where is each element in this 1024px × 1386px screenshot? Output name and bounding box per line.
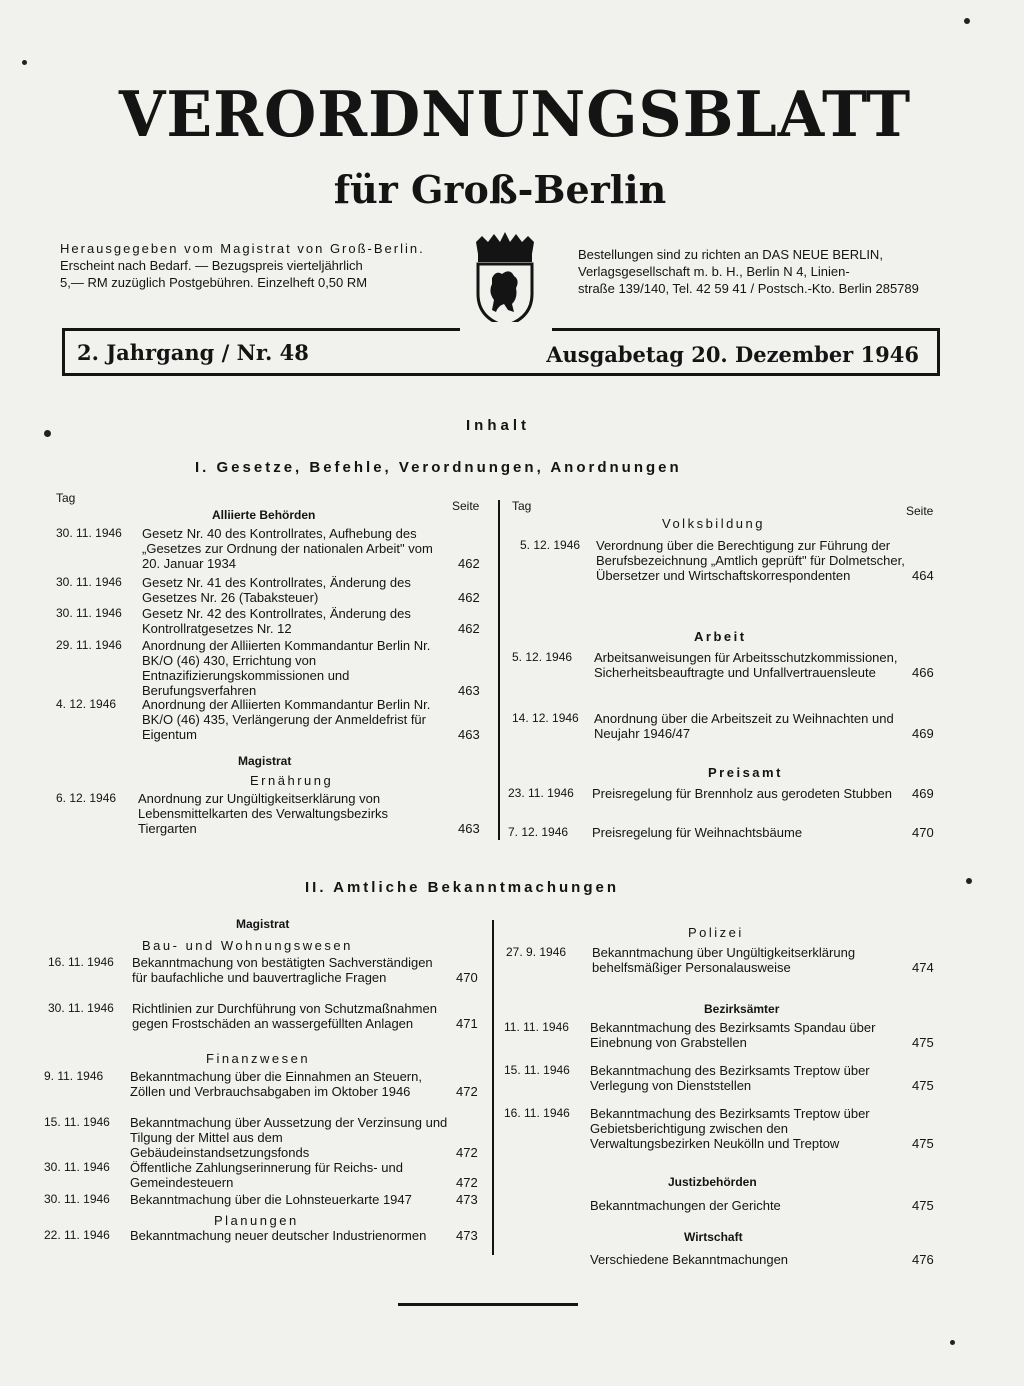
entry-date: 29. 11. 1946: [56, 638, 122, 652]
entry-page-number: 463: [458, 821, 480, 836]
entry-date: 30. 11. 1946: [56, 575, 122, 589]
footer-rule: [398, 1303, 578, 1306]
entry-date: 16. 11. 1946: [504, 1106, 570, 1120]
column-header-tag: Tag: [512, 499, 532, 513]
entry-page-number: 462: [458, 621, 480, 636]
entry-title: Bekanntmachung neuer deutscher Industrienormen: [130, 1228, 427, 1243]
entry-date: 30. 11. 1946: [44, 1160, 110, 1174]
publisher-line: Erscheint nach Bedarf. — Bezugspreis vierteljährlich: [60, 258, 363, 273]
group-heading: Magistrat: [238, 754, 292, 768]
entry-title: Preisregelung für Weihnachtsbäume: [592, 825, 803, 840]
group-heading: Wirtschaft: [684, 1230, 743, 1244]
entry-page-number: 466: [912, 665, 934, 680]
entry-date: 11. 11. 1946: [504, 1020, 569, 1034]
entry-title: Anordnung über die Arbeitszeit zu Weihnachten und Neujahr 1946/47: [594, 711, 894, 741]
group-heading: Polizei: [688, 925, 744, 940]
entry-title: Bekanntmachung des Bezirksamts Treptow über Verlegung von Dienststellen: [590, 1063, 870, 1093]
entry-page-number: 469: [912, 786, 934, 801]
entry-page-number: 469: [912, 726, 934, 741]
print-speck: [966, 878, 972, 884]
entry-title: Bekanntmachung über die Einnahmen an Steuern, Zöllen und Verbrauchsabgaben im Oktober 1946: [130, 1069, 422, 1099]
entry-page-number: 472: [456, 1175, 478, 1190]
entry-title: Bekanntmachung über Ungültigkeitserklärung behelfsmäßiger Personalausweise: [592, 945, 856, 975]
contents-heading: Inhalt: [466, 417, 530, 434]
entry-page-number: 464: [912, 568, 934, 583]
entry-date: 7. 12. 1946: [508, 825, 569, 839]
entry-page-number: 475: [912, 1078, 934, 1093]
publisher-line: 5,— RM zuzüglich Postgebühren. Einzelheft 0,50 RM: [60, 275, 368, 290]
entry-date: 30. 11. 1946: [44, 1192, 110, 1206]
section2-heading: II. Amtliche Bekanntmachungen: [305, 879, 619, 896]
entry-page-number: 475: [912, 1136, 934, 1151]
group-heading: Bezirksämter: [704, 1002, 780, 1016]
group-heading: Justizbehörden: [668, 1175, 757, 1189]
entry-date: 23. 11. 1946: [508, 786, 574, 800]
column-header-tag: Tag: [56, 491, 76, 505]
entry-date: 9. 11. 1946: [44, 1069, 104, 1083]
entry-date: 27. 9. 1946: [506, 945, 567, 959]
subgroup-heading: Planungen: [214, 1213, 299, 1228]
entry-page-number: 472: [456, 1145, 478, 1160]
entry-date: 30. 11. 1946: [56, 526, 122, 540]
entry-title: Verordnung über die Berechtigung zur Führung der Berufsbezeichnung „Amtlich geprüft" für Dolmetscher, Übersetzer und Wirtschaftskorrespondenten: [596, 538, 905, 583]
column-divider: [498, 500, 500, 840]
entry-page-number: 474: [912, 960, 934, 975]
masthead-subtitle: für Groß-Berlin: [333, 167, 667, 212]
entry-title: Gesetz Nr. 41 des Kontrollrates, Änderung des Gesetzes Nr. 26 (Tabaksteuer): [142, 575, 411, 605]
entry-title: Bekanntmachung über die Lohnsteuerkarte 1947: [130, 1192, 412, 1207]
entry-page-number: 470: [456, 970, 478, 985]
entry-page-number: 462: [458, 590, 480, 605]
print-speck: [44, 430, 51, 437]
entry-title: Öffentliche Zahlungserinnerung für Reichs- und Gemeindesteuern: [130, 1160, 403, 1190]
entry-date: 6. 12. 1946: [56, 791, 117, 805]
entry-title: Gesetz Nr. 40 des Kontrollrates, Aufhebung des „Gesetzes zur Ordnung der nationalen Arbeit" vom 20. Januar 1934: [142, 526, 433, 571]
group-heading: Preisamt: [708, 765, 783, 780]
group-heading: Magistrat: [236, 917, 290, 931]
print-speck: [950, 1340, 955, 1345]
entry-page-number: 463: [458, 683, 480, 698]
berlin-bear-crest-icon: [470, 232, 540, 328]
entry-title: Arbeitsanweisungen für Arbeitsschutzkommissionen, Sicherheitsbeauftragte und Unfallvertrauensleute: [594, 650, 898, 680]
print-speck: [22, 60, 27, 65]
entry-date: 14. 12. 1946: [512, 711, 579, 725]
entry-title: Richtlinien zur Durchführung von Schutzmaßnahmen gegen Frostschäden an wassergefüllten Anlagen: [132, 1001, 437, 1031]
entry-title: Gesetz Nr. 42 des Kontrollrates, Änderung des Kontrollratgesetzes Nr. 12: [142, 606, 411, 636]
entry-page-number: 473: [456, 1228, 478, 1243]
entry-date: 5. 12. 1946: [512, 650, 573, 664]
entry-date: 16. 11. 1946: [48, 955, 114, 969]
entry-page-number: 472: [456, 1084, 478, 1099]
section1-heading: I. Gesetze, Befehle, Verordnungen, Anordnungen: [195, 459, 682, 476]
column-divider: [492, 920, 494, 1255]
order-line: Bestellungen sind zu richten an DAS NEUE BERLIN,: [578, 247, 883, 262]
entry-date: 30. 11. 1946: [56, 606, 122, 620]
entry-page-number: 476: [912, 1252, 934, 1267]
entry-title: Bekanntmachung des Bezirksamts Spandau über Einebnung von Grabstellen: [590, 1020, 876, 1050]
subgroup-heading: Ernährung: [250, 773, 334, 788]
order-line: straße 139/140, Tel. 42 59 41 / Postsch.-Kto. Berlin 285789: [578, 281, 919, 296]
entry-title: Preisregelung für Brennholz aus gerodeten Stubben: [592, 786, 892, 801]
entry-page-number: 462: [458, 556, 480, 571]
entry-title: Anordnung der Alliierten Kommandantur Berlin Nr. BK/O (46) 430, Errichtung von Entnazifizierungskommissionen und Berufungsverfahren: [142, 638, 431, 698]
order-info: [578, 246, 944, 297]
entry-page-number: 473: [456, 1192, 478, 1207]
entry-date: 22. 11. 1946: [44, 1228, 110, 1242]
entry-title: Bekanntmachungen der Gerichte: [590, 1198, 781, 1213]
issue-volume: 2. Jahrgang / Nr. 48: [77, 340, 309, 365]
entry-page-number: 475: [912, 1198, 934, 1213]
entry-title: Anordnung zur Ungültigkeitserklärung von Lebensmittelkarten des Verwaltungsbezirks Tiergarten: [138, 791, 389, 836]
print-speck: [964, 18, 970, 24]
entry-title: Bekanntmachung von bestätigten Sachverständigen für baufachliche und bauvertragliche Fragen: [132, 955, 433, 985]
column-header-seite: Seite: [452, 499, 480, 513]
entry-title: Bekanntmachung über Aussetzung der Verzinsung und Tilgung der Mittel aus dem Gebäudeinstandsetzungsfonds: [130, 1115, 448, 1160]
entry-date: 15. 11. 1946: [44, 1115, 110, 1129]
entry-date: 15. 11. 1946: [504, 1063, 570, 1077]
issue-banner: [62, 328, 940, 376]
group-heading: Arbeit: [694, 629, 747, 644]
masthead-title: VERORDNUNGSBLATT: [118, 78, 912, 152]
entry-date: 30. 11. 1946: [48, 1001, 114, 1015]
entry-date: 4. 12. 1946: [56, 697, 117, 711]
entry-title: Anordnung der Alliierten Kommandantur Berlin Nr. BK/O (46) 435, Verlängerung der Anmeldefrist für Eigentum: [142, 697, 431, 742]
group-heading: Alliierte Behörden: [212, 508, 316, 522]
entry-date: 5. 12. 1946: [520, 538, 581, 552]
entry-title: Bekanntmachung des Bezirksamts Treptow über Gebietsberichtigung zwischen den Verwaltungsbezirken Neukölln und Treptow: [590, 1106, 870, 1151]
subgroup-heading: Finanzwesen: [206, 1051, 311, 1066]
entry-page-number: 475: [912, 1035, 934, 1050]
entry-page-number: 463: [458, 727, 480, 742]
entry-page-number: 471: [456, 1016, 478, 1031]
issue-date: Ausgabetag 20. Dezember 1946: [546, 342, 919, 367]
entry-page-number: 470: [912, 825, 934, 840]
subgroup-heading: Bau- und Wohnungswesen: [142, 938, 353, 953]
publisher-info: [60, 240, 430, 291]
banner-gap: [460, 322, 552, 332]
group-heading: Volksbildung: [662, 516, 765, 531]
column-header-seite: Seite: [906, 504, 934, 518]
order-line: Verlagsgesellschaft m. b. H., Berlin N 4, Linien-: [578, 264, 850, 279]
entry-title: Verschiedene Bekanntmachungen: [590, 1252, 789, 1267]
publisher-line: Herausgegeben vom Magistrat von Groß-Berlin.: [60, 241, 425, 256]
